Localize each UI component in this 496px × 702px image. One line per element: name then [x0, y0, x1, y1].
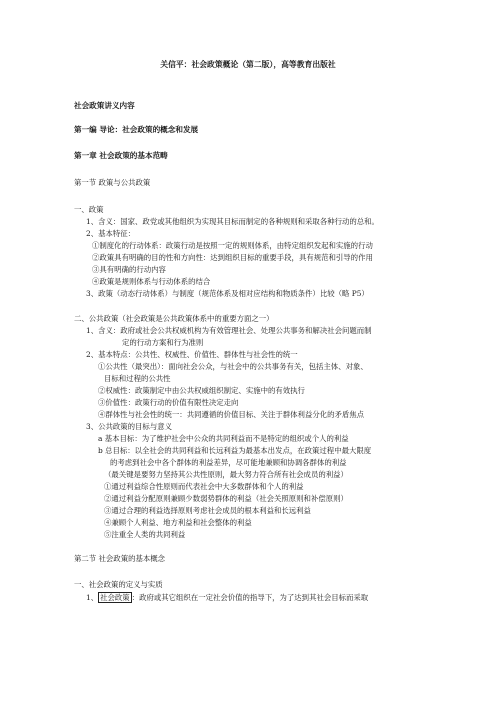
paragraph: 1、含义：政府或社会公共权威机构为有效管理社会、处理公共事务和解决社会问题而制: [86, 326, 372, 335]
list-item: ③具有明确的行动内容: [92, 265, 166, 274]
list-item-continued: （最关键是要努力坚持其公共性原则，最大努力符合所有社会成员的利益）: [104, 470, 348, 479]
list-item: ①制度化的行动体系：政策行动是按照一定的规则体系，由特定组织发起和实施的行动: [92, 241, 373, 250]
list-item: ②通过利益分配原则兼顾少数弱势群体的利益（社会关照原则和补偿原则）: [104, 494, 348, 503]
boxed-term: 社会政策: [100, 593, 130, 602]
section-heading: 第二节 社会政策的基本概念: [74, 554, 166, 563]
subsection-heading: 二、公共政策（社会政策是公共政策体系中的重要方面之一）: [74, 314, 274, 323]
list-item: ①公共性（最突出）：面向社会公众，与社会中的公共事务有关，包括主体、对象、: [98, 362, 368, 371]
list-item: ③通过合理的利益选择原则考虑社会成员的根本利益和长远利益: [104, 506, 311, 515]
subsection-heading: 一、政策: [74, 205, 104, 214]
paragraph: 2、基本特点：公共性、权威性、价值性、群体性与社会性的统一: [86, 350, 298, 359]
list-item: ①通过利益综合性原则而代表社会中大多数群体和个人的利益: [104, 482, 304, 491]
list-item-continued: 目标和过程的公共性: [104, 374, 171, 383]
section-heading: 第一节 政策与公共政策: [74, 178, 151, 187]
list-item-continued: 的考虑到社会中各个群体的利益差异，尽可能地兼顾和协调各群体的利益: [110, 458, 347, 467]
chapter-heading: 第一章 社会政策的基本范畴: [74, 151, 168, 160]
paragraph-text: ：政府或其它组织在一定社会价值的指导下，为了达到其社会目标而采取: [131, 593, 369, 602]
part-heading: 第一编 导论：社会政策的概念和发展: [74, 125, 199, 134]
item-number: 1、: [86, 593, 99, 602]
list-item: ③价值性：政策行动的价值有限性决定走向: [98, 398, 239, 407]
list-item: ④政策是规则体系与行动体系的结合: [92, 277, 211, 286]
paragraph: 3、政策（动态行动体系）与制度（规范体系及相对应结构和物质条件）比较（略 P5）: [86, 289, 369, 298]
paragraph: 3、公共政策的目标与意义: [86, 422, 173, 431]
subsection-heading: 一、社会政策的定义与实质: [74, 580, 163, 589]
paragraph: [86, 593, 368, 603]
paragraph-continued: 定的行动方案和行为准则: [122, 338, 204, 347]
list-item: ⑤注重全人类的共同利益: [104, 530, 186, 539]
notes-heading: 社会政策讲义内容: [74, 101, 135, 110]
paragraph: 2、基本特征：: [86, 229, 136, 238]
list-item: ④群体性与社会性的统一：共同遵循的价值目标、关注于群体利益分化的矛盾焦点: [98, 410, 365, 419]
list-item: ②政策具有明确的目的性和方向性：达到组织目标的重要手段，具有规范和引导的作用: [92, 253, 373, 262]
list-item: a 基本目标：为了维护社会中公众的共同利益而不是特定的组织或个人的利益: [98, 434, 349, 443]
list-item: b 总目标：以全社会的共同利益和长远利益为最基本出发点，在政策过程中最大限度: [98, 446, 372, 455]
list-item: ②权威性：政策制定中由公共权威组织制定、实施中的有效执行: [98, 386, 305, 395]
paragraph: 1、含义：国家、政党或其他组织为实现其目标而制定的各种规则和采取各种行动的总和。: [86, 217, 379, 226]
list-item: ④兼顾个人利益、地方利益和社会整体的利益: [104, 518, 252, 527]
document-title: 关信平：社会政策概论（第二版），高等教育出版社: [160, 60, 336, 69]
